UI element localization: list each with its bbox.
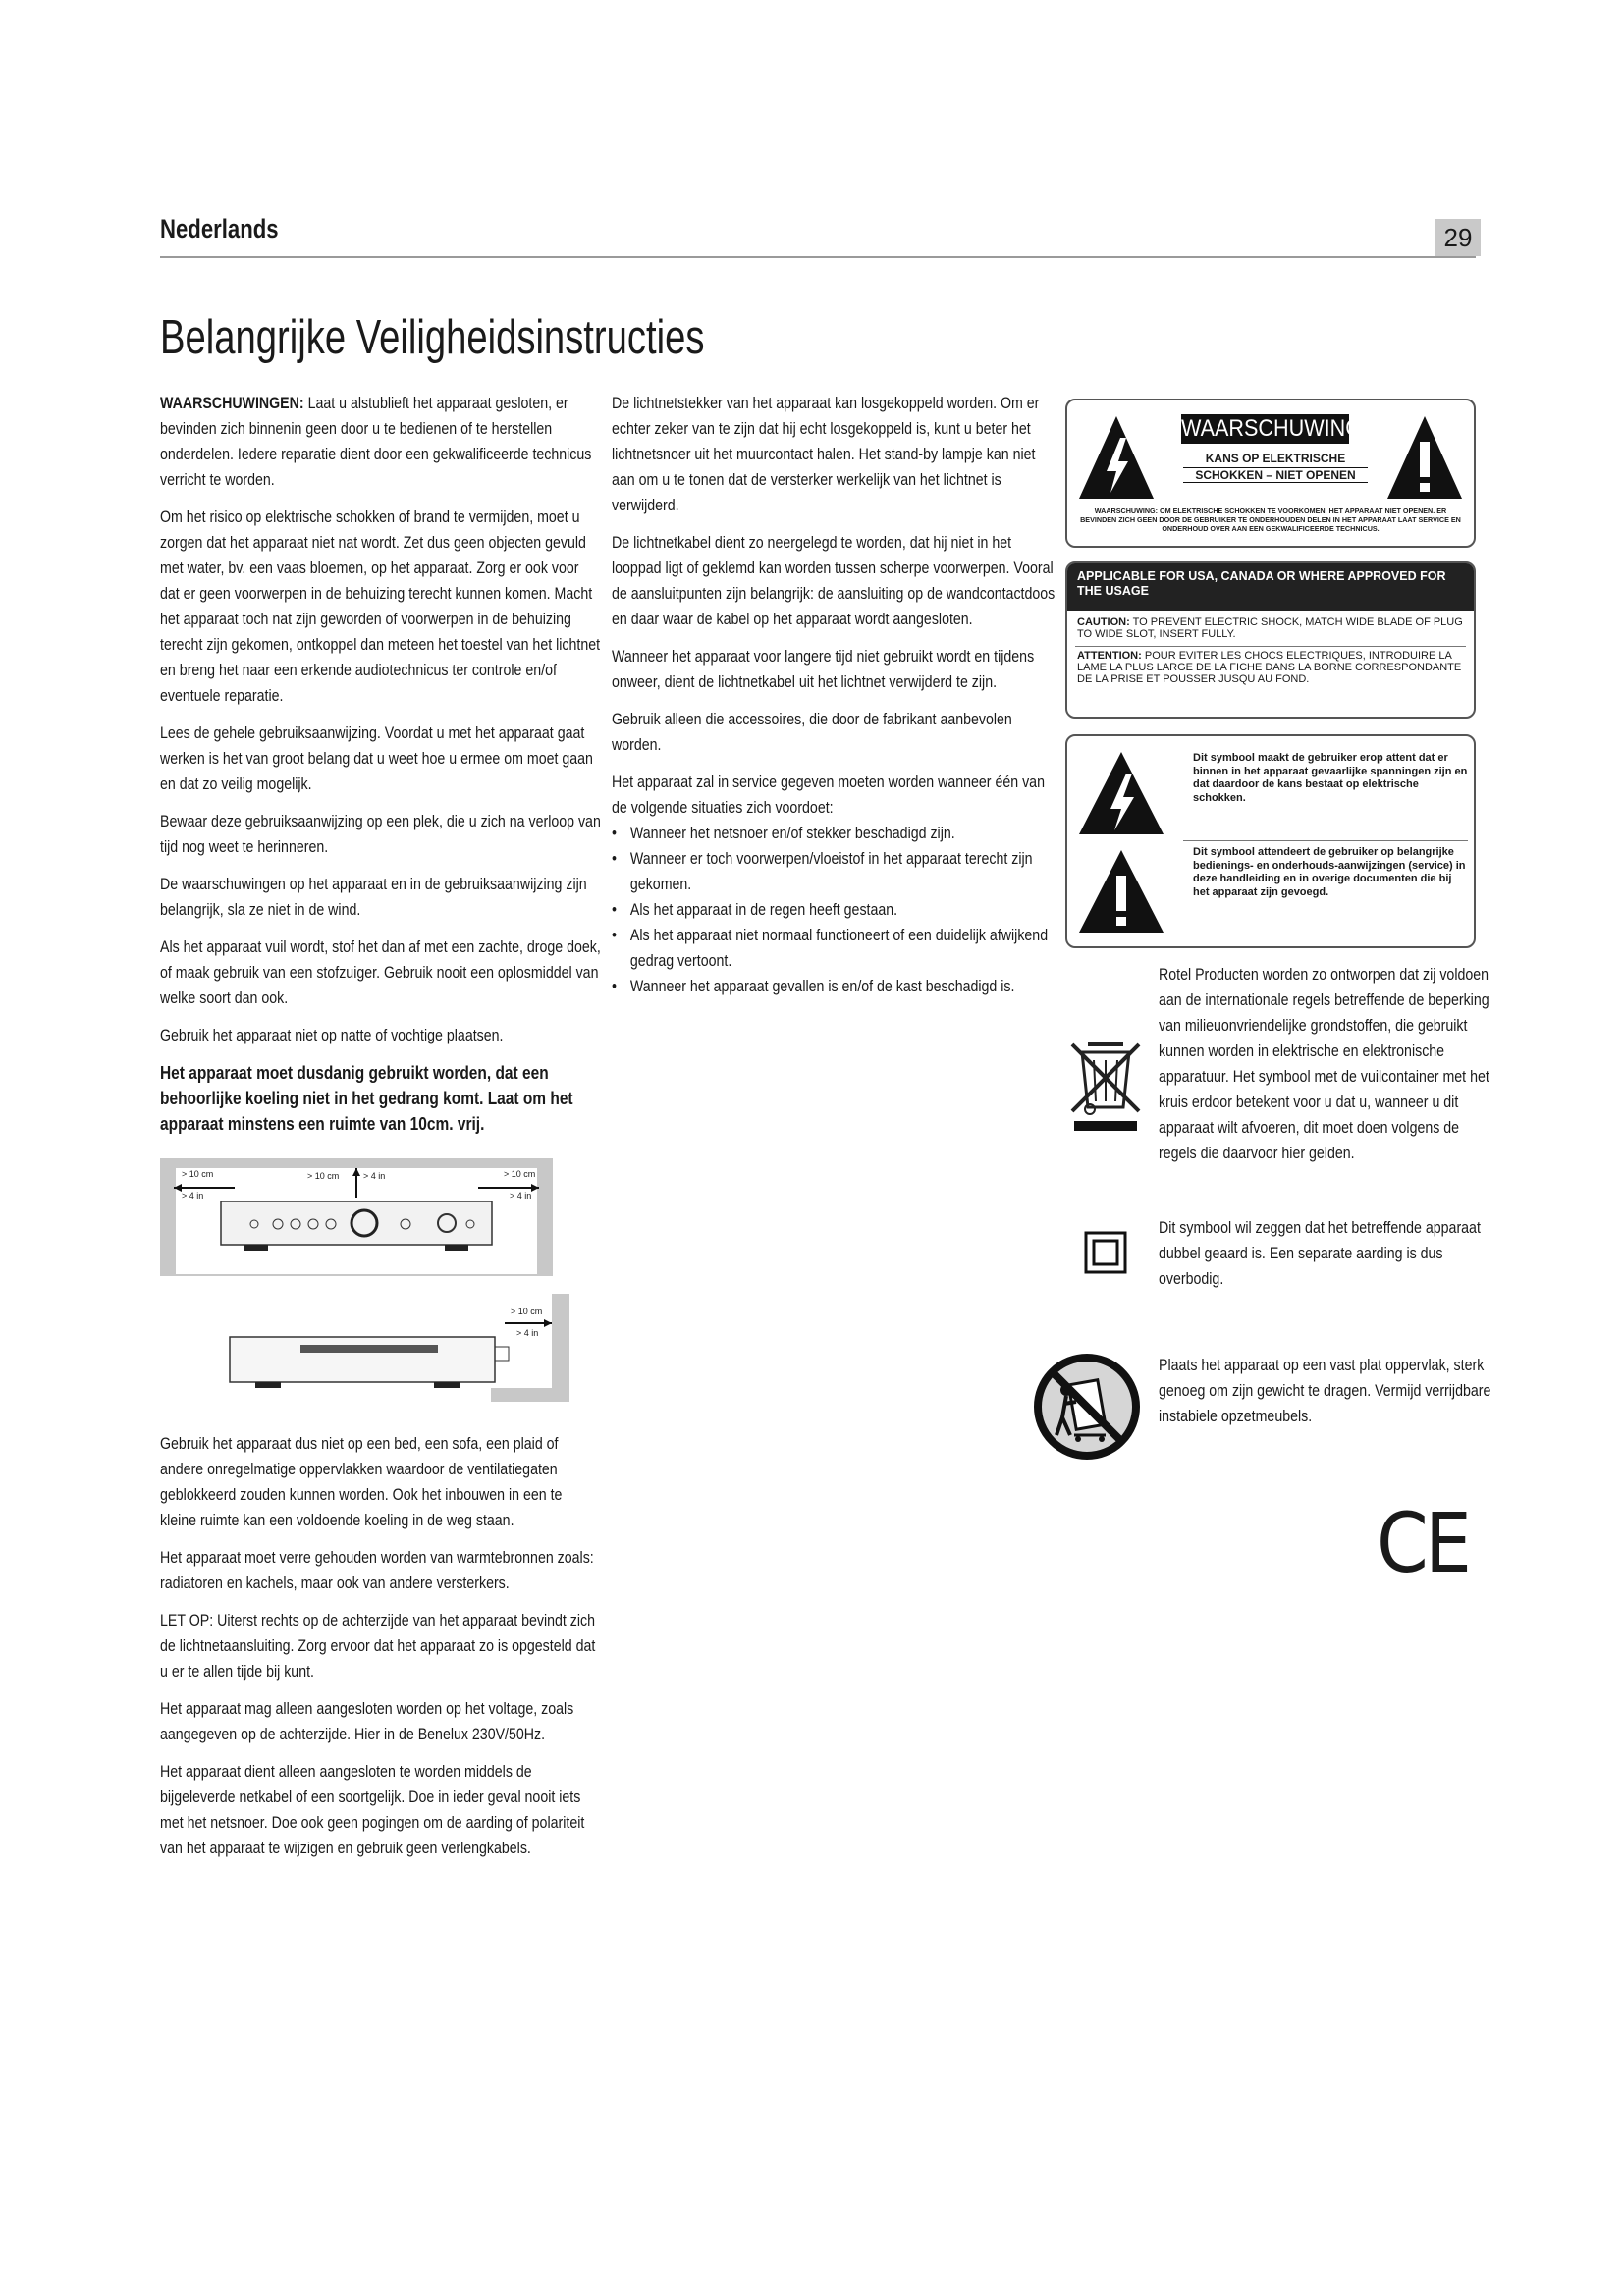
exclamation-symbol-text: Dit symbool attendeert de gebruiker op belangrijke bedienings- en onderhouds-aanwijzingen (service) in deze handleiding en in overige documenten die bij het apparaat zijn gevoegd.	[1193, 846, 1466, 898]
clearance-diagram-side	[216, 1294, 569, 1402]
ce-mark: CE	[1377, 1495, 1469, 1591]
warning-footnote: WAARSCHUWING: OM ELEKTRISCHE SCHOKKEN TE VOORKOMEN, HET APPARAAT NIET OPENEN. ER BEVINDEN ZICH GEEN DOOR DE GEBRUIKER TE ONDERHOUDEN DELEN IN HET APPARAAT LAAT SERVICE EN ONDERHOUD OVER AAN EEN GEKWALIFICEERDE TECHNICUS.	[1080, 507, 1461, 533]
cart-block	[1159, 1353, 1492, 1441]
list-item: • Als het apparaat in de regen heeft gestaan.	[612, 897, 1058, 923]
warnings-lead: WAARSCHUWINGEN:	[160, 395, 304, 412]
label-right-cm: > 10 cm	[504, 1169, 536, 1179]
page-number: 29	[1435, 219, 1481, 256]
column-left-lower	[160, 1431, 602, 1873]
paragraph-no-wet: Gebruik het apparaat niet op natte of vochtige plaatsen.	[160, 1027, 504, 1044]
paragraph-heat-sources: Het apparaat moet verre gehouden worden van warmtebronnen zoals: radiatoren en kachels, maar ook van andere versterkers.	[160, 1549, 594, 1592]
weee-text-block	[1159, 962, 1492, 1178]
label-side-in: > 4 in	[516, 1328, 539, 1338]
paragraph-keep-manual: Bewaar deze gebruiksaanwijzing op een plek, die u zich na verloop van tijd nog weet te herinneren.	[160, 813, 601, 856]
usa-plug-box	[1065, 561, 1476, 719]
paragraph-ventilation-bold: Het apparaat moet dusdanig gebruikt worden, dat een behoorlijke koeling niet in het gedrang komt. Laat om het apparaat minstens een ruimte van 10cm. vrij.	[160, 1063, 573, 1134]
attention-text: POUR EVITER LES CHOCS ELECTRIQUES, INTRODUIRE LA LAME LA PLUS LARGE DE LA FICHE DANS LA BORNE CORRESPONDANTE DE LA PRISE ET POUSSER JUSQU AU FOND.	[1077, 650, 1462, 685]
paragraph-shock-risk: Om het risico op elektrische schokken of brand te vermijden, moet u zorgen dat het apparaat niet nat wordt. Zet dus geen objecten gevuld met water, bv. een vaas bloemen, op het apparaat. Zorg er ook voor dat er geen voorwerpen in de behuizing terecht kunnen komen. Macht het apparaat toch nat zijn geworden of voorwerpen in de behuizing terecht zijn gekomen, ontkoppel dan meteen het toestel van het lichtnet en breng het naar een erkende audiotechnicus ter controle en/of eventuele reparatie.	[160, 508, 601, 705]
caution-text: TO PREVENT ELECTRIC SHOCK, MATCH WIDE BLADE OF PLUG TO WIDE SLOT, INSERT FULLY.	[1077, 616, 1463, 640]
exclamation-symbol-icon	[1077, 846, 1165, 936]
paragraph-surfaces: Gebruik het apparaat dus niet op een bed, een sofa, een plaid of andere onregelmatige oppervlakken waardoor de ventilatiegaten geblokkeerd zouden kunnen worden. Ook het inbouwen in een te kleine ruimte kan een voldoende koeling in de weg staan.	[160, 1435, 563, 1529]
column-middle	[612, 391, 1058, 999]
warning-subtitle-1: KANS OP ELEKTRISCHE	[1205, 452, 1346, 465]
label-left-in: > 4 in	[182, 1191, 204, 1201]
list-item: • Wanneer het apparaat gevallen is en/of de kast beschadigd is.	[612, 974, 1058, 999]
attention-label: ATTENTION:	[1077, 650, 1142, 662]
paragraph-cleaning: Als het apparaat vuil wordt, stof het dan af met een zachte, droge doek, of maak gebruik van een stofzuiger. Gebruik nooit een oplosmiddel van welke soort dan ook.	[160, 938, 601, 1007]
usa-caution	[1077, 616, 1466, 640]
paragraph-service: Het apparaat zal in service gegeven moeten worden wanneer één van de volgende situaties zich voordoet:	[612, 774, 1045, 817]
cart-tipover-icon	[1033, 1353, 1141, 1461]
lightning-symbol-icon	[1077, 748, 1165, 838]
paragraph-voltage: Het apparaat mag alleen aangesloten worden op het voltage, zoals aangegeven op de achterzijde. Hier in de Benelux 230V/50Hz.	[160, 1700, 574, 1743]
label-top-cm: > 10 cm	[307, 1171, 340, 1181]
double-insulation-block	[1159, 1215, 1492, 1304]
weee-text: Rotel Producten worden zo ontworpen dat zij voldoen aan de internationale regels betreffende de beperking van milieuonvriendelijke grondstoffen, die gebruikt kunnen worden in elektrische en elektronische apparatuur. Het symbool met de vuilcontainer met het kruis erdoor betekent voor u dat u, wanneer u dit apparaat wilt afvoeren, dit moet doen volgens de regels die daarvoor hier gelden.	[1159, 966, 1489, 1162]
list-item: • Wanneer het netsnoer en/of stekker beschadigd zijn.	[612, 821, 1058, 846]
warning-title: WAARSCHUWING	[1181, 415, 1362, 442]
paragraph-power-inlet: LET OP: Uiterst rechts op de achterzijde van het apparaat bevindt zich de lichtnetaansluiting. Zorg ervoor dat het apparaat zo is opgesteld dat u er te allen tijde bij kunt.	[160, 1612, 596, 1681]
paragraph-accessories: Gebruik alleen die accessoires, die door de fabrikant aanbevolen worden.	[612, 711, 1012, 754]
column-left	[160, 391, 602, 1148]
clearance-diagram-front	[160, 1158, 553, 1276]
paragraph-read-manual: Lees de gehele gebruiksaanwijzing. Voordat u met het apparaat gaat werken is het van groot belang dat u weet hoe u ermee om moet gaan en dat zo veilig mogelijk.	[160, 724, 593, 793]
symbols-box	[1065, 734, 1476, 948]
usa-divider	[1075, 646, 1466, 647]
paragraph-warnings-important: De waarschuwingen op het apparaat en in de gebruiksaanwijzing zijn belangrijk, sla ze niet in de wind.	[160, 876, 587, 919]
page-title: Belangrijke Veiligheidsinstructies	[160, 311, 705, 364]
list-item: • Als het apparaat niet normaal functioneert of een duidelijk afwijkend gedrag vertoont.	[612, 923, 1058, 974]
warnings-text: Laat u alstublieft het apparaat gesloten, er bevinden zich binnenin geen door u te bedienen of te herstellen onderdelen. Iedere reparatie dient door een gekwalificeerde technicus verricht te worden.	[160, 395, 592, 489]
double-insulation-text: Dit symbool wil zeggen dat het betreffende apparaat dubbel geaard is. Een separate aarding is dus overbodig.	[1159, 1219, 1481, 1288]
warning-subtitle-2: SCHOKKEN – NIET OPENEN	[1183, 467, 1368, 483]
paragraph-power-cord: Het apparaat dient alleen aangesloten te worden middels de bijgeleverde netkabel of een soortgelijk. Doe in ieder geval nooit iets met het netsnoer. Doe ook geen pogingen om de aarding of polariteit van het apparaat te wijzigen en gebruik geen verlengkabels.	[160, 1763, 585, 1857]
weee-bin-icon	[1068, 1039, 1143, 1133]
header-rule	[160, 256, 1476, 258]
list-item: • Wanneer er toch voorwerpen/vloeistof in het apparaat terecht zijn gekomen.	[612, 846, 1058, 897]
caution-label: CAUTION:	[1077, 616, 1130, 628]
paragraph-thunderstorm: Wanneer het apparaat voor langere tijd niet gebruikt wordt en tijdens onweer, dient de lichtnetkabel uit het lichtnet verwijderd te zijn.	[612, 648, 1035, 691]
paragraph-cord-routing: De lichtnetkabel dient zo neergelegd te worden, dat hij niet in het looppad ligt of geklemd kan worden tussen scherpe voorwerpen. Vooral de aansluitpunten zijn belangrijk: de aansluiting op de wandcontactdoos en daar waar de kabel op het apparaat wordt aangesloten.	[612, 534, 1056, 628]
section-language: Nederlands	[160, 214, 279, 243]
lightning-symbol-text: Dit symbool maakt de gebruiker erop attent dat er binnen in het apparaat gevaarlijke spanningen zijn en dat daardoor de kans bestaat op elektrische schokken.	[1193, 752, 1468, 804]
label-side-cm: > 10 cm	[511, 1307, 543, 1316]
cart-text: Plaats het apparaat op een vast plat oppervlak, sterk genoeg om zijn gewicht te dragen. Vermijd verrijdbare instabiele opzetmeubels.	[1159, 1357, 1491, 1425]
usa-box-header: APPLICABLE FOR USA, CANADA OR WHERE APPROVED FOR THE USAGE	[1067, 563, 1474, 611]
double-insulation-icon	[1084, 1231, 1127, 1274]
exclamation-warning-icon	[1385, 412, 1464, 503]
label-right-in: > 4 in	[510, 1191, 532, 1201]
paragraph-unplug: De lichtnetstekker van het apparaat kan losgekoppeld worden. Om er echter zeker van te zijn dat hij echt losgekoppeld is, kunt u beter het lichtnetsnoer uit het muurcontact halen. Het stand-by lampje kan niet aan om u te tonen dat de versterker werkelijk van het lichtnet is verwijderd.	[612, 395, 1040, 514]
label-top-in: > 4 in	[363, 1171, 386, 1181]
usa-attention	[1077, 650, 1466, 685]
service-conditions-list	[612, 821, 1058, 999]
warning-box	[1065, 399, 1476, 548]
symbols-divider	[1183, 840, 1468, 841]
lightning-warning-icon	[1077, 412, 1156, 503]
label-left-cm: > 10 cm	[182, 1169, 214, 1179]
paragraph-warnings	[160, 391, 602, 493]
